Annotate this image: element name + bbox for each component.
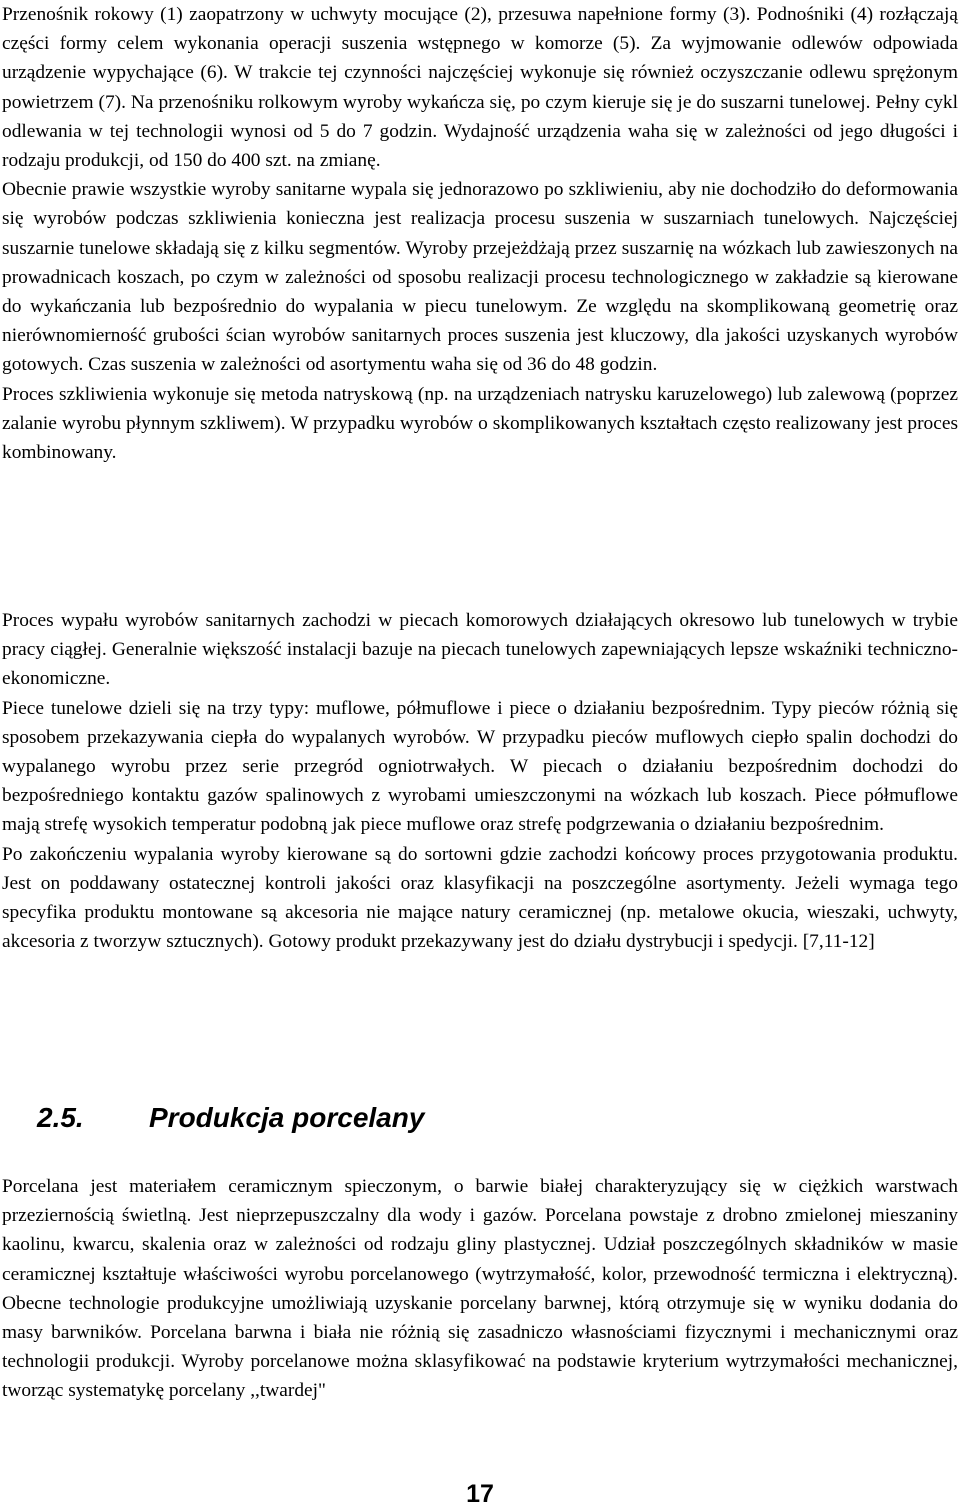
paragraph-firing-kilns: Proces wypału wyrobów sanitarnych zachodzi w piecach komorowych działających okresowo lub tunelowych w trybie pracy ciągłej. Generalnie większość instalacji bazuje na piecach tunelowych zapewniających lepsze wskaźniki techniczno-ekonomiczne. [2,610,958,690]
paragraph-porcelain-intro: Porcelana jest materiałem ceramicznym spieczonym, o barwie białej charakteryzujący się w ciężkich warstwach przeziernością świetlną. Jest nieprzepuszczalny dla wody i gazów. Porcelana powstaje z drobno zmielonej mieszaniny kaolinu, kwarcu, skalenia oraz w zależności od rodzaju gliny plastycznej. Udział poszczególnych składników w masie ceramicznej kształtuje właściwości wyrobu porcelanowego (wytrzymałość, kolor, przewodność termiczna i elektryczną). Obecne technologie produkcyjne umożliwiają uzyskanie porcelany barwnej, którą otrzymuje się w wyniku dodania do masy barwników. Porcelana barwna i biała nie różnią się zasadniczo własnościami fizycznymi i mechanicznymi oraz technologii produkcji. Wyroby porcelanowe można sklasyfikować na podstawie kryterium wytrzymałości mechanicznej, tworząc systematykę porcelany ,,twardej" [2,1176,958,1402]
paragraph-glazing: Proces szkliwienia wykonuje się metoda natryskową (np. na urządzeniach natrysku karuzelowego) lub zalewową (poprzez zalanie wyrobu płynnym szkliwem). W przypadku wyrobów o skomplikowanych kształtach często realizowany jest proces kombinowany. [2,383,958,464]
page-number: 17 [466,1480,494,1508]
paragraph-conveyor: Przenośnik rokowy (1) zaopatrzony w uchwyty mocujące (2), przesuwa napełnione formy (3). Podnośniki (4) rozłączają części formy celem wykonania operacji suszenia wstępnego w komorze (5). Za wyjmowanie odlewów odpowiada urządzenie wypychające (6). W trakcie tej czynności najczęściej wykonuje się również oczyszczanie odlewu sprężonym powietrzem (7). Na przenośniku rolkowym wyroby wykańcza się, po czym kieruje się je do suszarni tunelowej. Pełny cykl odlewania w tej technologii wynosi od 5 do 7 godzin. Wydajność urządzenia waha się w zależności od jego długości i rodzaju produkcji, od 150 do 400 szt. na zmianę. [2,4,958,172]
paragraph-drying: Obecnie prawie wszystkie wyroby sanitarne wypala się jednorazowo po szkliwieniu, aby nie dochodziło do deformowania się wyrobów podczas szkliwienia konieczna jest realizacja procesu suszenia w suszarniach tunelowych. Najczęściej suszarnie tunelowe składają się z kilku segmentów. Wyroby przejeżdżają przez suszarnię na wózkach lub zawieszonych na prowadnicach koszach, po czym w zależności od sposobu realizacji procesu technologicznego w zakładzie są kierowane do wykańczania lub bezpośrednio do wypalania w piecu tunelowym. Ze względu na skomplikowaną geometrię oraz nierównomierność grubości ścian wyrobów sanitarnych proces suszenia jest kluczowy, dla jakości uzyskanych wyrobów gotowych. Czas suszenia w zależności od asortymentu waha się od 36 do 48 godzin. [2,179,958,376]
text-block-porcelain [2,1172,958,1406]
section-title: Produkcja porcelany [149,1102,425,1133]
text-block-firing [2,606,958,956]
text-block-sanitary-casting [2,0,958,467]
paragraph-tunnel-kiln-types: Piece tunelowe dzieli się na trzy typy: muflowe, półmuflowe i piece o działaniu bezpośrednim. Typy pieców różnią się sposobem przekazywania ciepła do wypalanych wyrobów. W przypadku pieców muflowych ciepło spalin dochodzi do wypalanego wyrobu przez serie przegród ogniotrwałych. W piecach o działaniu bezpośrednim dochodzi do bezpośredniego kontaktu gazów spalinowych z wyrobami umieszczonymi na wózkach lub koszach. Piece półmuflowe mają strefę wysokich temperatur podobną jak piece muflowe oraz strefę podgrzewania o działaniu bezpośrednim. [2,697,958,836]
paragraph-sorting: Po zakończeniu wypalania wyroby kierowane są do sortowni gdzie zachodzi końcowy proces przygotowania produktu. Jest on poddawany ostatecznej kontroli jakości oraz klasyfikacji na poszczególne asortymenty. Jeżeli wymaga tego specyfika produktu montowane są akcesoria nie mające natury ceramicznej (np. metalowe okucia, wieszaki, uchwyty, akcesoria z tworzyw sztucznych). Gotowy produkt przekazywany jest do działu dystrybucji i spedycji. [7,11-12] [2,843,958,953]
section-heading [37,1098,424,1138]
section-number: 2.5. [37,1102,84,1133]
